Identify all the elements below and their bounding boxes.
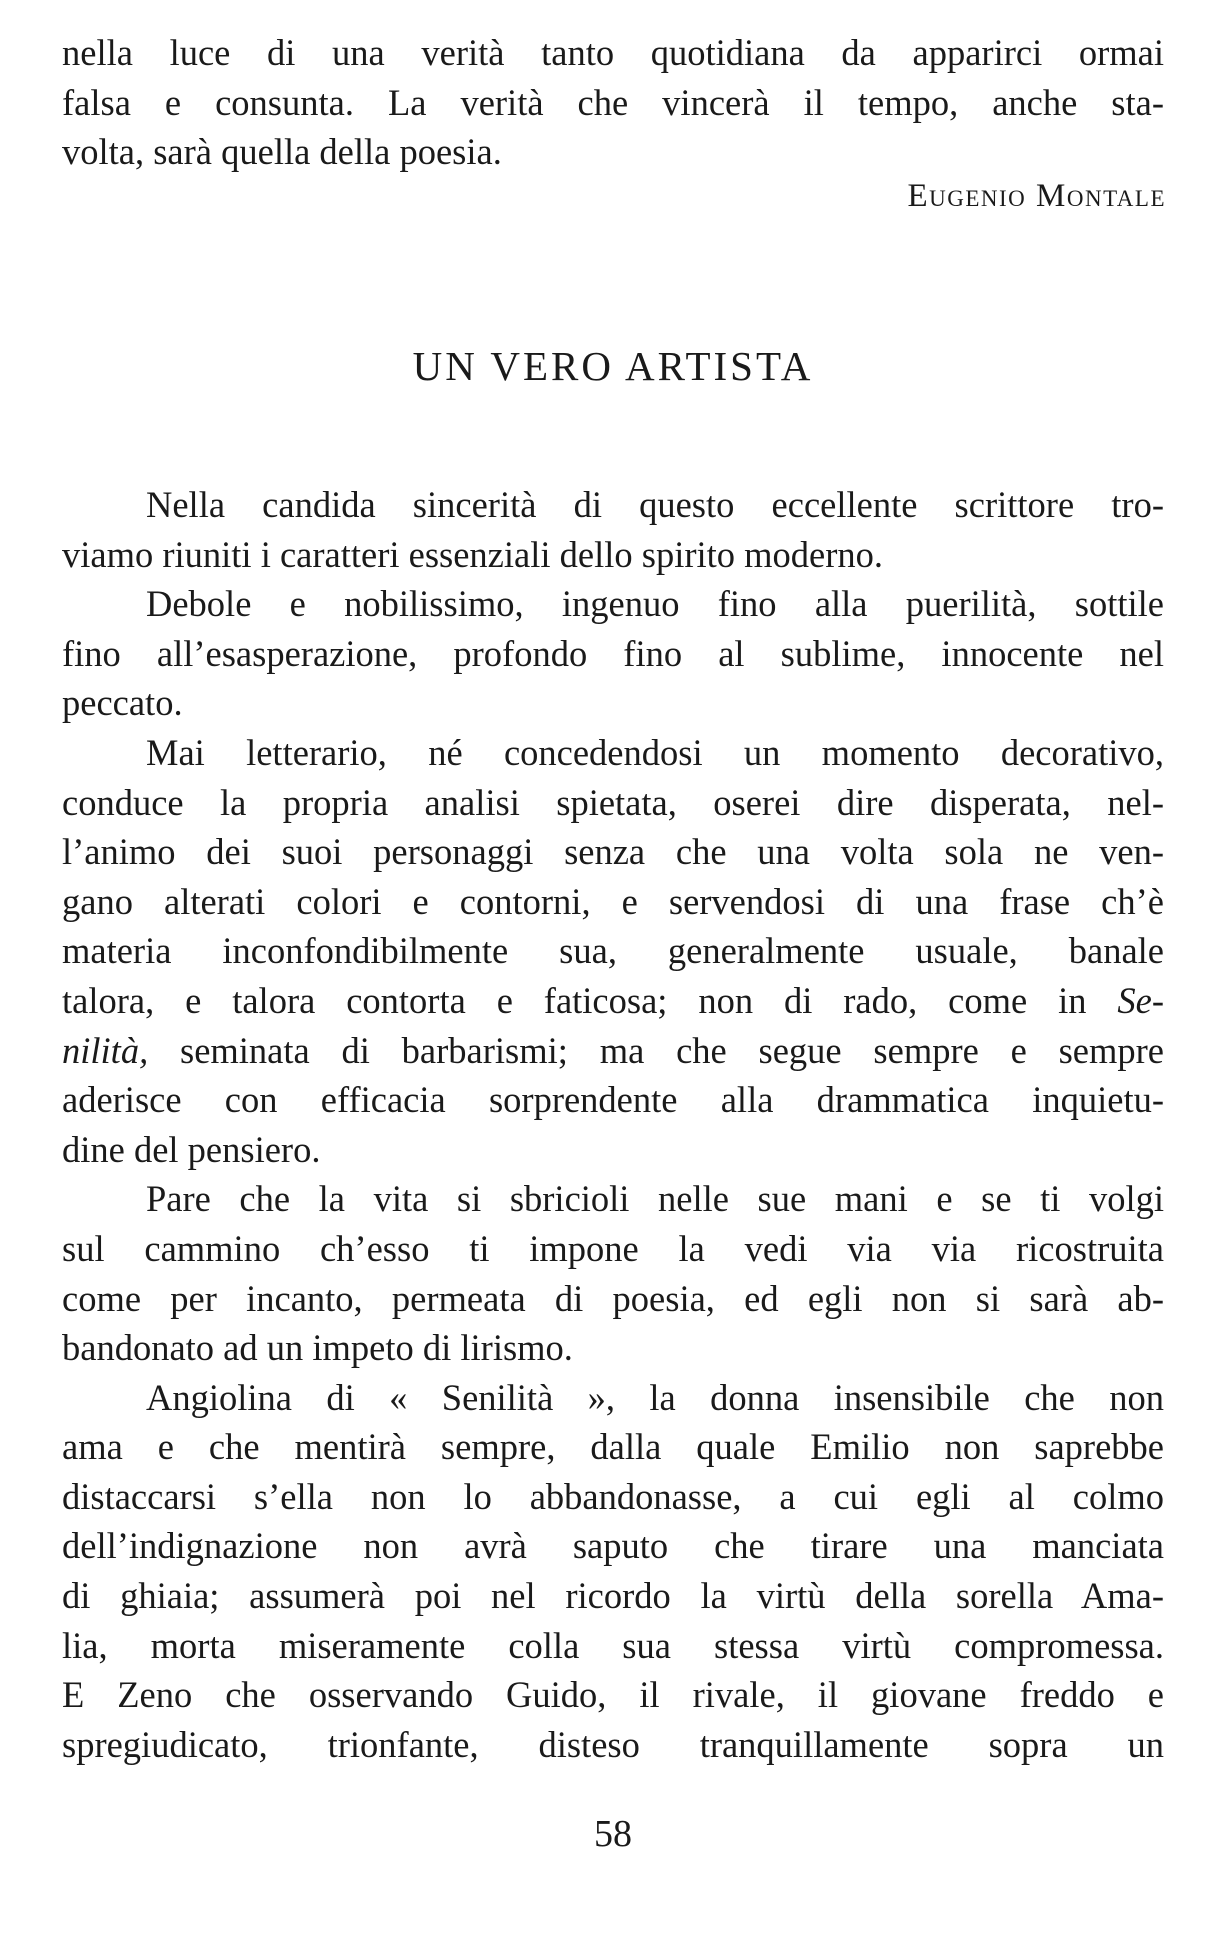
body-line: dell’indignazione non avrà saputo che tirare una manciata bbox=[62, 1525, 1164, 1567]
body-line: distaccarsi s’ella non lo abbandonasse, a cui egli al colmo bbox=[62, 1475, 1164, 1517]
body-line: conduce la propria analisi spietata, oserei dire disperata, nel- bbox=[62, 781, 1164, 823]
body-line: bandonato ad un impeto di lirismo. bbox=[62, 1327, 573, 1369]
body-line: Mai letterario, né concedendosi un momento decorativo, bbox=[146, 731, 1164, 773]
intro-paragraph bbox=[62, 28, 1164, 177]
body-line: E Zeno che osservando Guido, il rivale, il giovane freddo e bbox=[62, 1674, 1164, 1716]
body-line: sul cammino ch’esso ti impone la vedi via via ricostruita bbox=[62, 1227, 1164, 1269]
body-line: come per incanto, permeata di poesia, ed egli non si sarà ab- bbox=[62, 1277, 1164, 1319]
body-line: materia inconfondibilmente sua, generalmente usuale, banale bbox=[62, 930, 1164, 972]
body-line: ama e che mentirà sempre, dalla quale Emilio non saprebbe bbox=[62, 1426, 1164, 1468]
author-signature: Eugenio Montale bbox=[907, 178, 1166, 214]
body-line: nilità, seminata di barbarismi; ma che segue sempre e sempre bbox=[62, 1029, 1164, 1071]
body-line: l’animo dei suoi personaggi senza che una volta sola ne ven- bbox=[62, 831, 1164, 873]
intro-line: nella luce di una verità tanto quotidiana da apparirci ormai bbox=[62, 32, 1164, 73]
page-number: 58 bbox=[594, 1813, 632, 1855]
body-line: Debole e nobilissimo, ingenuo fino alla puerilità, sottile bbox=[146, 583, 1164, 625]
body-line: viamo riuniti i caratteri essenziali dello spirito moderno. bbox=[62, 533, 884, 575]
body-line: Angiolina di « Senilità », la donna insensibile che non bbox=[146, 1376, 1164, 1418]
body-line: gano alterati colori e contorni, e servendosi di una frase ch’è bbox=[62, 880, 1164, 922]
body-line: di ghiaia; assumerà poi nel ricordo la virtù della sorella Ama- bbox=[62, 1575, 1164, 1617]
intro-line: volta, sarà quella della poesia. bbox=[62, 131, 502, 173]
body-line: lia, morta miseramente colla sua stessa virtù compromessa. bbox=[62, 1624, 1164, 1666]
body-line: Pare che la vita si sbricioli nelle sue mani e se ti volgi bbox=[146, 1178, 1164, 1220]
body-line: fino all’esasperazione, profondo fino al sublime, innocente nel bbox=[62, 632, 1164, 674]
body-line: aderisce con efficacia sorprendente alla drammatica inquietu- bbox=[62, 1079, 1164, 1121]
body-line: Nella candida sincerità di questo eccellente scrittore tro- bbox=[146, 484, 1164, 525]
section-title: UN VERO ARTISTA bbox=[412, 343, 814, 389]
body-line: dine del pensiero. bbox=[62, 1128, 321, 1170]
body-text bbox=[62, 480, 1164, 1769]
intro-line: falsa e consunta. La verità che vincerà il tempo, anche sta- bbox=[62, 81, 1164, 123]
body-line: talora, e talora contorta e faticosa; non di rado, come in Se- bbox=[62, 979, 1164, 1021]
body-line: peccato. bbox=[62, 682, 183, 724]
body-line: spregiudicato, trionfante, disteso tranquillamente sopra un bbox=[62, 1723, 1164, 1765]
